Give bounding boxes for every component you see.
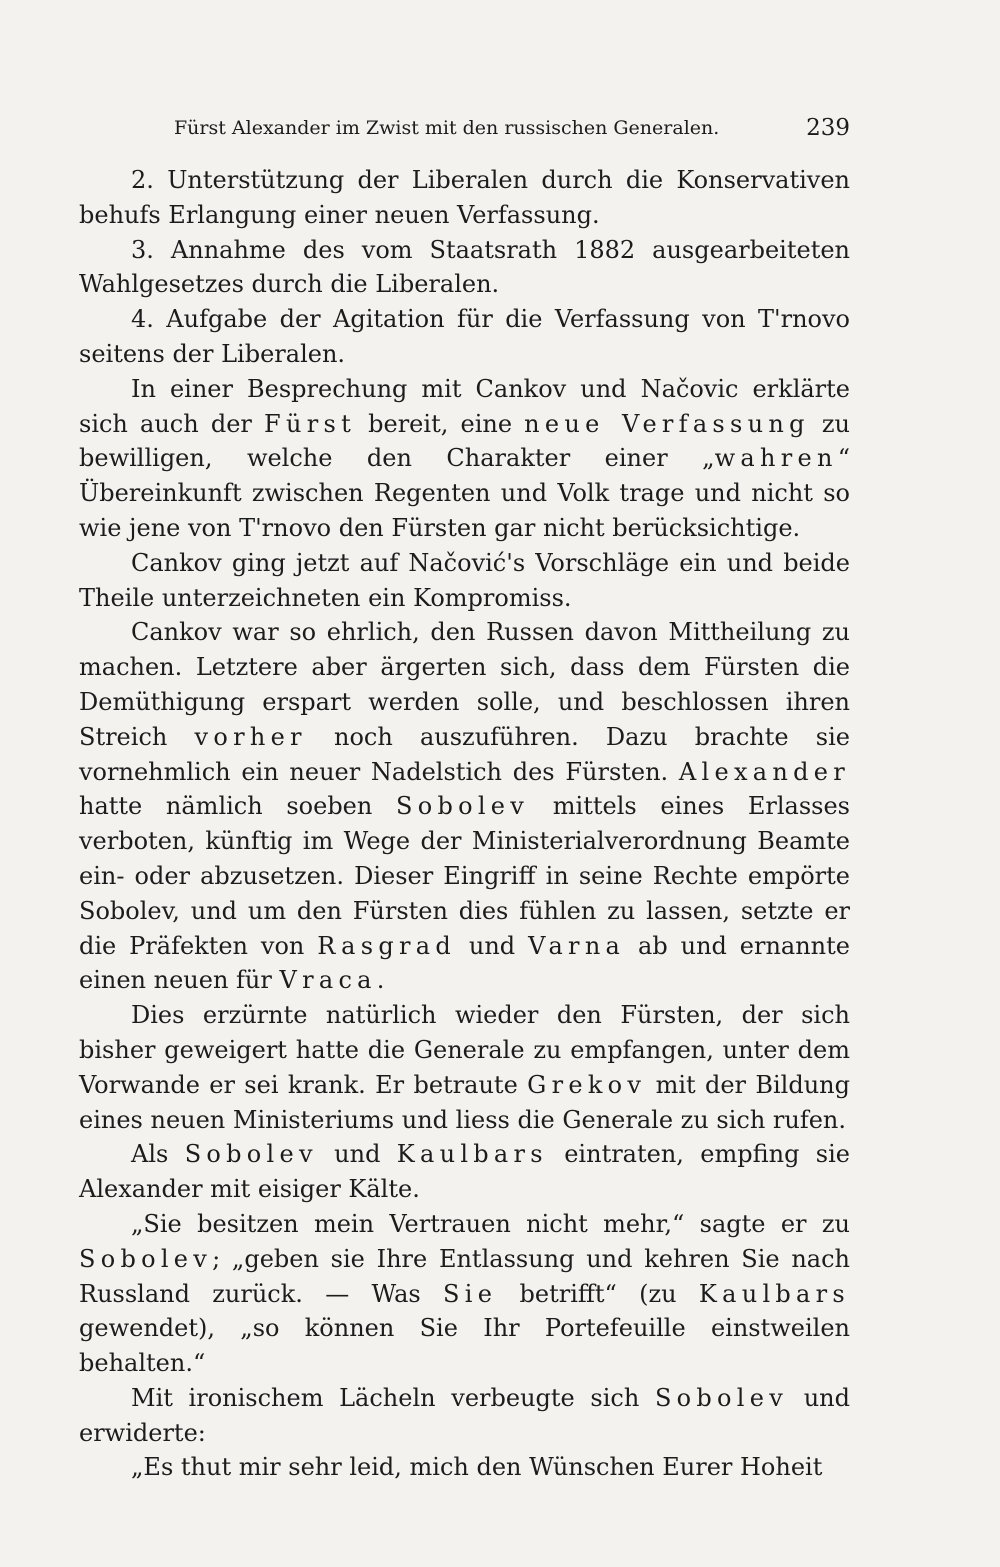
- text-run: „Sie besitzen mein Vertrauen nicht mehr,“ sagte er zu: [131, 1209, 850, 1238]
- spaced-emphasis: Fürst: [264, 409, 356, 438]
- text-run: und: [455, 931, 529, 960]
- text-run: Dies erzürnte natürlich wieder den Fürsten, der sich bisher geweigert hatte die Generale zu empfangen, unter dem Vorwande er sei krank. Er betraute: [79, 1001, 850, 1099]
- text-run: betrifft“ (zu: [497, 1279, 699, 1308]
- spaced-emphasis: Rasgrad: [317, 931, 456, 960]
- spaced-emphasis: Sobolev: [184, 1140, 318, 1169]
- text-run: In einer Besprechung mit Cankov und Načovic erklärte sich auch der: [79, 374, 850, 438]
- text-run: noch auszuführen. Dazu brachte sie vornehmlich ein neuer Nadelstich des Fürsten.: [79, 722, 850, 786]
- spaced-emphasis: Grekov: [527, 1070, 647, 1099]
- text-run: Als: [131, 1140, 185, 1169]
- paragraph: [79, 998, 850, 1137]
- spaced-emphasis: Sobolev: [654, 1383, 789, 1412]
- running-header: [174, 112, 850, 144]
- paragraph: [79, 1450, 850, 1485]
- spaced-emphasis: Kaulbars: [698, 1279, 850, 1308]
- spaced-emphasis: Alexander: [678, 757, 850, 786]
- paragraph: [79, 233, 850, 303]
- text-run: Cankov war so ehrlich, den Russen davon Mittheilung zu machen. Letztere aber ärgerten sich, dass dem Fürsten die Demüthigung erspart werden solle, und beschlossen ihren Streich: [79, 618, 850, 751]
- spaced-emphasis: Sobolev: [396, 792, 530, 821]
- text-run: gewendet), „so können Sie Ihr Portefeuille einstweilen behalten.“: [79, 1314, 850, 1378]
- text-run: Mit ironischem Lächeln verbeugte sich: [131, 1383, 655, 1412]
- page-number: 239: [806, 115, 850, 141]
- spaced-emphasis: neue Verfassung: [524, 409, 810, 438]
- paragraph: [79, 1137, 850, 1207]
- body-text: [79, 163, 850, 1485]
- text-run: .: [376, 966, 385, 995]
- spaced-emphasis: Kaulbars: [396, 1140, 548, 1169]
- spaced-emphasis: Sie: [443, 1279, 498, 1308]
- text-run: ab und ernannte einen neuen für: [79, 931, 850, 995]
- spaced-emphasis: Sobolev: [79, 1244, 213, 1273]
- text-run: Cankov ging jetzt auf Načović's Vorschläge ein und beide Theile unterzeichneten ein Kompromiss.: [79, 548, 850, 612]
- paragraph: [79, 1381, 850, 1451]
- spaced-emphasis: Vraca: [279, 966, 377, 995]
- text-run: bereit, eine: [356, 409, 525, 438]
- paragraph: [79, 615, 850, 998]
- text-run: und erwiderte:: [79, 1383, 850, 1447]
- paragraph: [79, 546, 850, 616]
- paragraph: [79, 163, 850, 233]
- text-run: eintraten, empfing sie Alexander mit eisiger Kälte.: [79, 1140, 850, 1204]
- text-run: „Es thut mir sehr leid, mich den Wünschen Eurer Hoheit: [131, 1453, 823, 1482]
- text-run: zu bewilligen, welche den Charakter einer „: [79, 409, 850, 473]
- text-run: und: [317, 1140, 397, 1169]
- spaced-emphasis: wahren: [714, 444, 838, 473]
- text-run: 4. Aufgabe der Agitation für die Verfassung von T'rnovo seitens der Liberalen.: [79, 305, 850, 368]
- text-run: 3. Annahme des vom Staatsrath 1882 ausgearbeiteten Wahlgesetzes durch die Liberalen.: [79, 235, 850, 299]
- text-run: mit der Bildung eines neuen Ministeriums und liess die Generale zu sich rufen.: [79, 1070, 851, 1134]
- spaced-emphasis: vorher: [194, 722, 307, 751]
- text-run: mittels eines Erlasses verboten, künftig im Wege der Ministerialverordnung Beamte ein- oder abzusetzen. Dieser Eingriff in seine Rechte empörte Sobolev, und um den Fürsten dies fühlen zu lassen, setzte er die Präfekten von: [79, 792, 850, 960]
- text-run: hatte nämlich soeben: [79, 792, 396, 821]
- text-run: ; „geben sie Ihre Entlassung und kehren Sie nach Russland zurück. — Was: [79, 1244, 850, 1308]
- text-run: 2. Unterstützung der Liberalen durch die Konservativen behufs Erlangung einer neuen Verfassung.: [79, 166, 850, 229]
- spaced-emphasis: Varna: [528, 931, 626, 960]
- paragraph: [79, 372, 850, 546]
- text-run: “ Übereinkunft zwischen Regenten und Volk trage und nicht so wie jene von T'rnovo den Fürsten gar nicht berücksichtige.: [79, 444, 850, 542]
- running-title: Fürst Alexander im Zwist mit den russischen Generalen.: [174, 117, 720, 139]
- paragraph: [79, 302, 850, 372]
- paragraph: [79, 1207, 850, 1381]
